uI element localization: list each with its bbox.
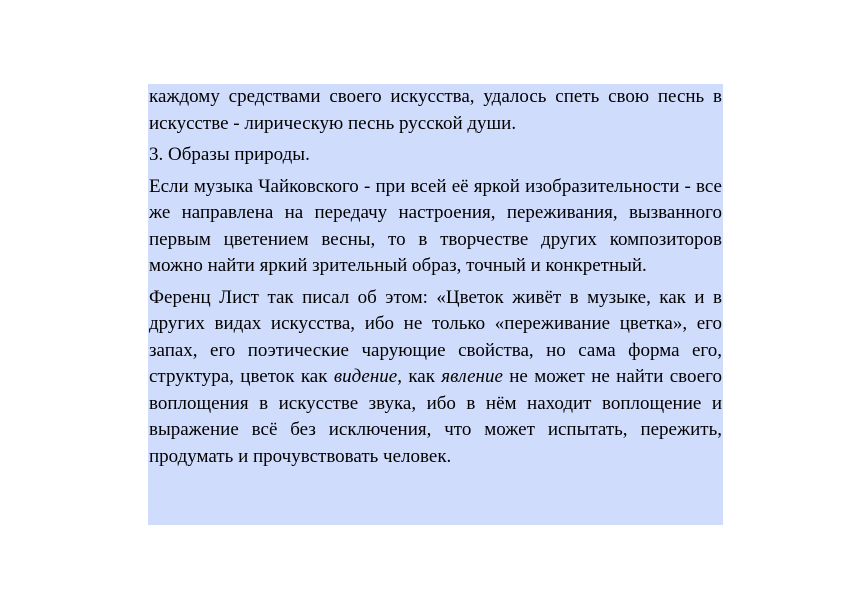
italic-vision-term: видение bbox=[333, 366, 398, 387]
paragraph-tchaikovsky: Если музыка Чайковского - при всей её яркой изобразительности - все же направлена на передачу настроения, переживания, вызванного первым цветением весны, то в творчестве других композиторов можно найти яркий зрительный образ, точный и конкретный. bbox=[149, 175, 722, 276]
section-heading: 3. Образы природы. bbox=[149, 144, 310, 165]
liszt-text-part-1: Ференц Лист так писал об этом: «Цветок живёт в музыке, как и в других видах искусства, ибо не только «переживание цветка», его запах, его поэтические чарующие свойства, но сама форма его, структура, цветок как bbox=[149, 286, 722, 387]
liszt-text-part-3: не может не найти своего воплощения в искусстве звука, ибо в нём находит воплощение и выражение всё без исключения, что может испытать, пережить, продумать и прочувствовать человек. bbox=[149, 366, 722, 467]
paragraph-intro: каждому средствами своего искусства, удалось спеть свою песнь в искусстве - лирическую песнь русской души. bbox=[149, 86, 722, 134]
paragraph-liszt-quote bbox=[149, 285, 722, 471]
text-block bbox=[148, 84, 723, 525]
italic-phenomenon-term: явление bbox=[441, 366, 503, 387]
liszt-text-part-2: , как bbox=[397, 366, 442, 387]
